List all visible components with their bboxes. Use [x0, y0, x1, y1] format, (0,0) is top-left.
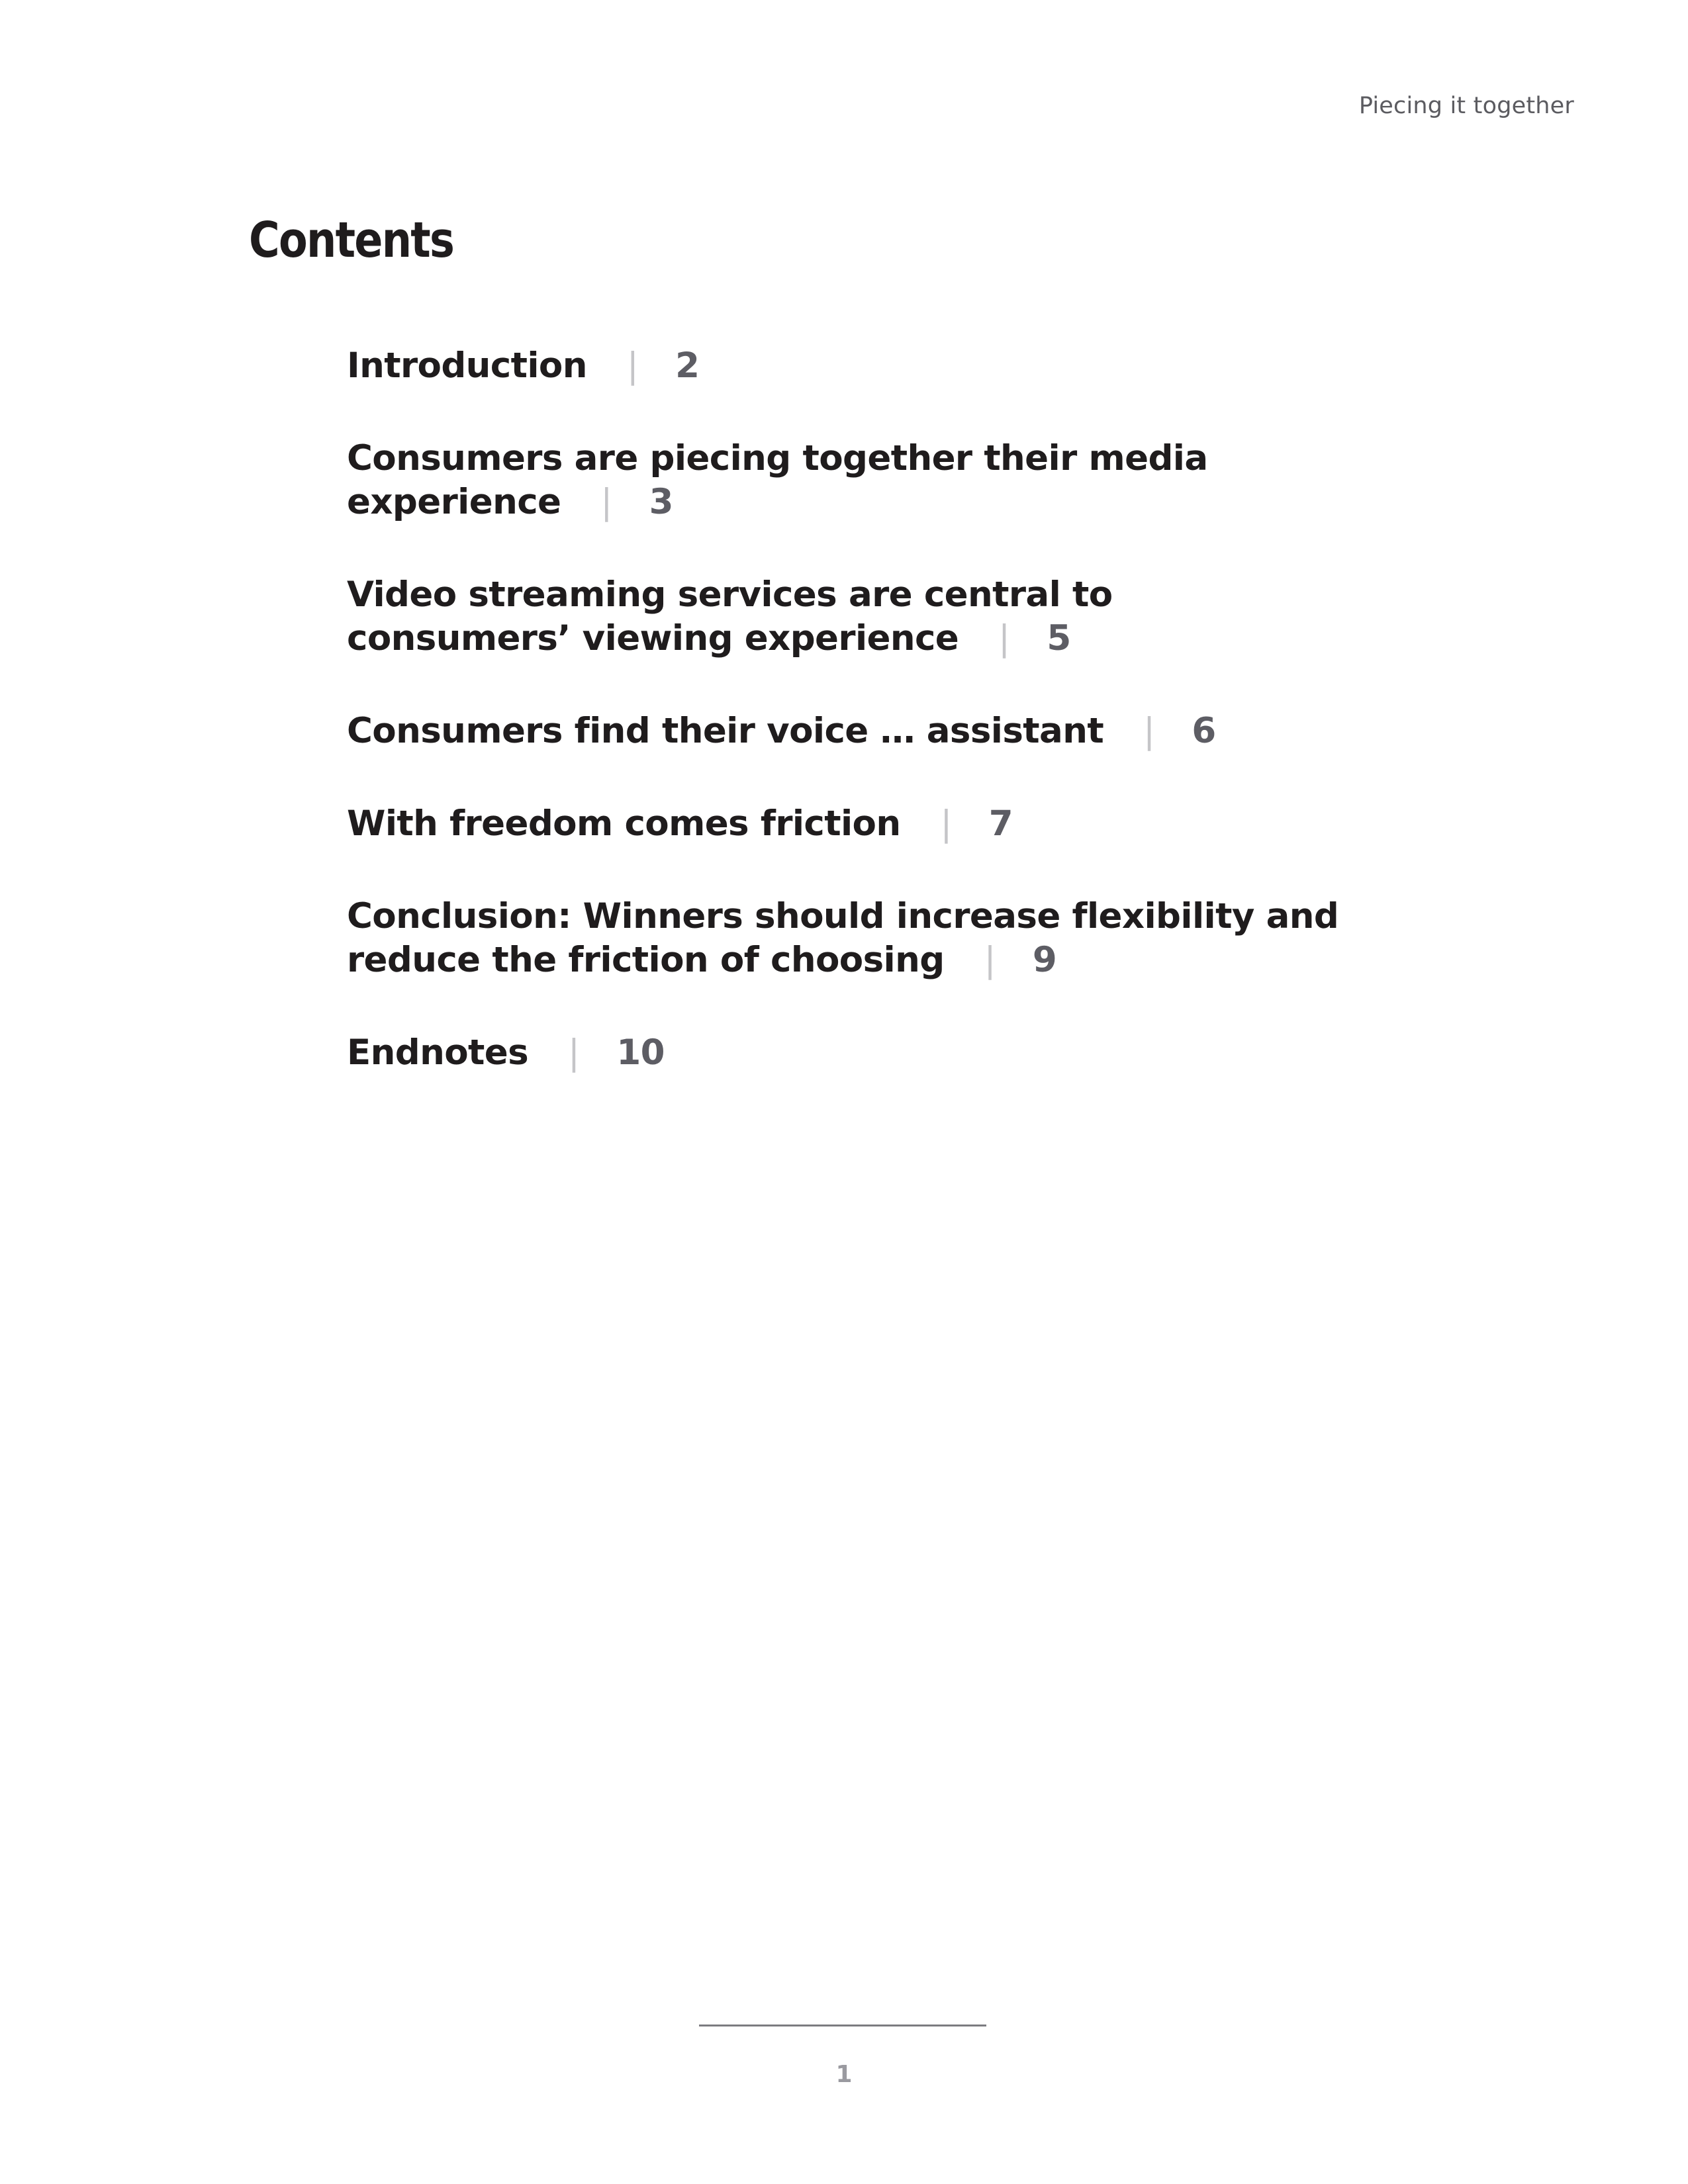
toc-page-number: 10	[616, 1032, 665, 1073]
toc-separator: |	[940, 803, 952, 844]
toc-entry-title: Conclusion: Winners should increase flexibility and reduce the friction of choosing	[347, 896, 1339, 980]
toc-entry-title: With freedom comes friction	[347, 803, 901, 844]
toc-entry-voice-assistant[interactable]	[347, 709, 1406, 753]
toc-page-number: 7	[988, 803, 1013, 844]
footer-page-number: 1	[835, 2061, 853, 2088]
toc-separator: |	[998, 618, 1010, 659]
toc-separator: |	[1143, 711, 1155, 751]
toc-entry-title: Consumers are piecing together their media experience	[347, 438, 1208, 522]
contents-heading: Contents	[249, 212, 454, 269]
footer-divider	[699, 2025, 986, 2026]
toc-entry-title: Consumers find their voice … assistant	[347, 711, 1104, 751]
toc-page-number: 5	[1047, 618, 1071, 659]
toc-entry-freedom-friction[interactable]	[347, 802, 1406, 846]
running-header-title: Piecing it together	[1358, 93, 1574, 119]
toc-entry-endnotes[interactable]	[347, 1031, 1406, 1075]
toc-separator: |	[984, 940, 996, 980]
toc-separator: |	[626, 345, 639, 386]
table-of-contents	[347, 344, 1406, 1124]
toc-entry-piecing-together[interactable]	[347, 437, 1406, 524]
toc-entry-title: Introduction	[347, 345, 587, 386]
toc-entry-title: Video streaming services are central to consumers’ viewing experience	[347, 574, 1113, 659]
toc-page-number: 9	[1032, 940, 1057, 980]
toc-entry-video-streaming[interactable]	[347, 573, 1260, 660]
toc-entry-introduction[interactable]	[347, 344, 1406, 388]
toc-entry-title: Endnotes	[347, 1032, 529, 1073]
toc-separator: |	[568, 1032, 580, 1073]
toc-page-number: 2	[675, 345, 700, 386]
toc-page-number: 6	[1192, 711, 1216, 751]
toc-page-number: 3	[649, 482, 673, 522]
toc-entry-conclusion[interactable]	[347, 895, 1380, 982]
toc-separator: |	[600, 482, 612, 522]
